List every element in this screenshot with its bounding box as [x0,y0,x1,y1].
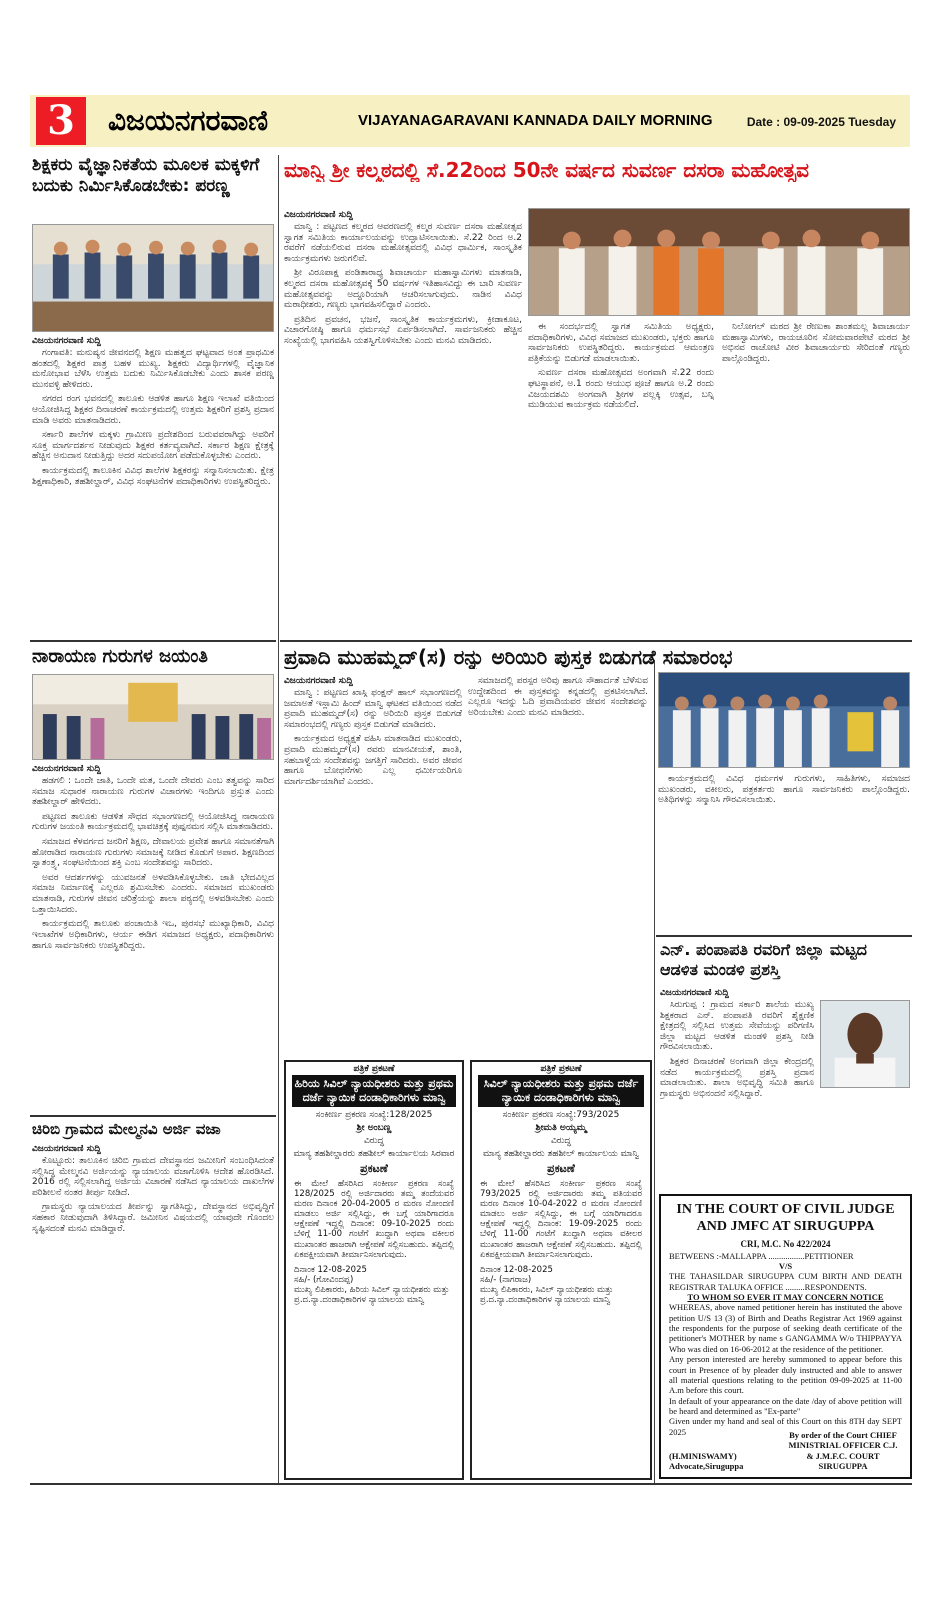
issue-date: Date : 09-09-2025 Tuesday [746,115,896,129]
paragraph: ಶಿಕ್ಷಕರ ದಿನಾಚರಣೆ ಅಂಗವಾಗಿ ಜಿಲ್ಲಾ ಕೇಂದ್ರದಲ್ಲಿ ನಡೆದ ಕಾರ್ಯಕ್ರಮದಲ್ಲಿ ಪ್ರಶಸ್ತಿ ಪ್ರದಾನ ಮಾಡಲಾಯಿತು. ಶಾಲಾ ಅಭಿವೃದ್ಧಿ ಸಮಿತಿ ಹಾಗೂ ಗ್ರಾಮಸ್ಥರು ಅಭಿನಂದನೆ ಸಲ್ಲಿಸಿದ್ದಾರೆ. [660,1057,814,1099]
court-case-number: CRI, M.C. No 422/2024 [740,1238,831,1249]
notice-signature [472,1263,650,1307]
english-court-notice [659,1194,912,1479]
notice-case-number: ಸಂಕೀರ್ಣ ಪ್ರಕರಣ ಸಂಖ್ಯೆ:128/2025 [315,1109,433,1120]
paragraph: ಸಿರುಗುಪ್ಪ : ಗ್ರಾಮದ ಸರ್ಕಾರಿ ಶಾಲೆಯ ಮುಖ್ಯ ಶಿಕ್ಷಕರಾದ ಎನ್. ಪಂಪಾಪತಿ ರವರಿಗೆ ಶೈಕ್ಷಣಿಕ ಕ್ಷೇತ್ರದಲ್ಲಿ ಸಲ್ಲಿಸಿದ ಉತ್ತಮ ಸೇವೆಯನ್ನು ಪರಿಗಣಿಸಿ ಜಿಲ್ಲಾ ಮಟ್ಟದ ಆಡಳಿತ ಮಂಡಳಿ ಪ್ರಶಸ್ತಿ ನೀಡಿ ಗೌರವಿಸಲಾಯಿತು. [660,1000,814,1053]
notice-seal: ಸಹಿ/- (ನಾಗರಾಜ) [480,1275,532,1285]
notice-signatory: ಮುಖ್ಯ ಲಿಪಿಕಾರರು, ಸಿವಿಲ್ ನ್ಯಾಯಧೀಶರು ಮತ್ತು ಪ್ರ.ದ.ನ್ಯಾ.ದಂಡಾಧಿಕಾರಿಗಳ ನ್ಯಾಯಾಲಯ ಮಾನ್ವಿ [480,1285,614,1305]
paragraph: ಸಮಾಜದ ಕೆಳವರ್ಗದ ಜನರಿಗೆ ಶಿಕ್ಷಣ, ದೇವಾಲಯ ಪ್ರವೇಶ ಹಾಗೂ ಸಮಾನತೆಗಾಗಿ ಹೋರಾಡಿದ ನಾರಾಯಣ ಗುರುಗಳು ಸಮಾಜಕ್ಕೆ ನೀಡಿದ ಕೊಡುಗೆ ಅಪಾರ. ಶಿಕ್ಷಣದಿಂದ ಸ್ವಾತಂತ್ರ್ಯ, ಸಂಘಟನೆಯಿಂದ ಶಕ್ತಿ ಎಂಬ ಸಂದೇಶವನ್ನು ಸಾರಿದರು. [32,837,274,869]
paragraph: ಕಾರ್ಯಕ್ರಮದಲ್ಲಿ ತಾಲೂಕು ಪಂಚಾಯಿತಿ ಇಒ, ಪುರಸಭೆ ಮುಖ್ಯಾಧಿಕಾರಿ, ವಿವಿಧ ಇಲಾಖೆಗಳ ಅಧಿಕಾರಿಗಳು, ಆರ್ಯ ಈಡಿಗ ಸಮಾಜದ ಅಧ್ಯಕ್ಷರು, ಪದಾಧಿಕಾರಿಗಳು ಹಾಗೂ ಸಾರ್ವಜನಿಕರು ಉಪಸ್ಥಿತರಿದ್ದರು. [32,919,274,951]
court-para: Given under my hand and seal of this Court on this 8TH day SEPT 2025 [669,1416,902,1437]
notice-petitioner: ಶ್ರೀಮತಿ ಅಯ್ಯಮ್ಮ [535,1122,587,1133]
paragraph: ಗಂಗಾವತಿ: ಮನುಷ್ಯನ ಜೀವನದಲ್ಲಿ ಶಿಕ್ಷಣ ಮಹತ್ವದ ಘಟ್ಟವಾದ ಅಂತ ಪ್ರಾಥಮಿಕ ಹಂತದಲ್ಲಿ ಶಿಕ್ಷಕರ ಪಾತ್ರ ಬಹಳ ಮುಖ್ಯ. ಶಿಕ್ಷಕರು ವಿದ್ಯಾರ್ಥಿಗಳಲ್ಲಿ ವೈಜ್ಞಾನಿಕ ಮನೋಭಾವ ಬೆಳೆಸಿ ಉತ್ತಮ ಬದುಕು ನಿರ್ಮಿಸಿಕೊಡಬೇಕು ಎಂದು ಶಾಸಕ ಪರಣ್ಣ ಮುನವಳ್ಳಿ ಹೇಳಿದರು. [32,348,274,390]
notice-case-number: ಸಂಕೀರ್ಣ ಪ್ರಕರಣ ಸಂಖ್ಯೆ:793/2025 [502,1109,620,1120]
english-masthead-title [358,112,713,129]
notice-versus: ವಿರುದ್ಧ [551,1135,571,1146]
court-notice-heading: TO WHOM SO EVER IT MAY CONCERN NOTICE [687,1292,884,1303]
advocate-signature: (H.MINISWAMY) Advocate,Siruguppa [669,1450,744,1471]
narayana-headline: ನಾರಾಯಣ ಗುರುಗಳ ಜಯಂತಿ [32,646,208,667]
paragraph: ಸರ್ಕಾರಿ ಶಾಲೆಗಳ ಮಕ್ಕಳು ಗ್ರಾಮೀಣ ಪ್ರದೇಶದಿಂದ ಬರುವವರಾಗಿದ್ದು ಅವರಿಗೆ ಸೂಕ್ತ ಮಾರ್ಗದರ್ಶನ ನೀಡುವುದು ಶಿಕ್ಷಕರ ಕರ್ತವ್ಯವಾಗಿದೆ. ಸರ್ಕಾರ ಶಿಕ್ಷಣ ಕ್ಷೇತ್ರಕ್ಕೆ ಹೆಚ್ಚಿನ ಅನುದಾನ ನೀಡುತ್ತಿದ್ದು ಅದರ ಸದುಪಯೋಗ ಪಡೆದುಕೊಳ್ಳಬೇಕು ಎಂದರು. [32,430,274,462]
paragraph: ಅವರ ಆದರ್ಶಗಳನ್ನು ಯುವಜನತೆ ಅಳವಡಿಸಿಕೊಳ್ಳಬೇಕು. ಜಾತಿ ಭೇದವಿಲ್ಲದ ಸಮಾಜ ನಿರ್ಮಾಣಕ್ಕೆ ಎಲ್ಲರೂ ಶ್ರಮಿಸಬೇಕು ಎಂದರು. ಸಮಾಜದ ಮುಖಂಡರು ಮಾತನಾಡಿ, ಗುರುಗಳ ಜೀವನ ಚರಿತ್ರೆಯನ್ನು ಶಾಲಾ ಪಠ್ಯದಲ್ಲಿ ಅಳವಡಿಸಬೇಕು ಎಂದು ಒತ್ತಾಯಿಸಿದರು. [32,872,274,915]
pravadi-body-right [658,774,910,930]
paragraph: ಕೊಟ್ಟೂರು: ತಾಲೂಕಿನ ಚಿರಿಬಿ ಗ್ರಾಮದ ದೇವಸ್ಥಾನದ ಜಮೀನಿಗೆ ಸಂಬಂಧಿಸಿದಂತೆ ಸಲ್ಲಿಸಿದ್ದ ಮೇಲ್ಮನವಿ ಅರ್ಜಿಯನ್ನು ನ್ಯಾಯಾಲಯ ವಜಾಗೊಳಿಸಿ ಆದೇಶ ಹೊರಡಿಸಿದೆ. 2016 ರಲ್ಲಿ ಸಲ್ಲಿಸಲಾಗಿದ್ದ ಅರ್ಜಿಯ ವಿಚಾರಣೆ ನಡೆಸಿದ ನ್ಯಾಯಾಲಯ ದಾಖಲೆಗಳ ಪರಿಶೀಲನೆ ನಂತರ ತೀರ್ಪು ನೀಡಿದೆ. [32,1156,274,1198]
pravadi-body-middle [468,676,648,1056]
column-divider [278,155,279,1485]
paragraph: ಶ್ರೀ ವಿರೂಪಾಕ್ಷ ಪಂಡಿತಾರಾಧ್ಯ ಶಿವಾಚಾರ್ಯ ಮಹಾಸ್ವಾಮಿಗಳು ಮಾತನಾಡಿ, ಕಲ್ಮಠದ ದಸರಾ ಮಹೋತ್ಸವಕ್ಕೆ 50 ವರ್ಷಗಳ ಇತಿಹಾಸವಿದ್ದು ಈ ಬಾರಿ ಸುವರ್ಣ ಮಹೋತ್ಸವವನ್ನು ಅದ್ದೂರಿಯಾಗಿ ಆಚರಿಸಲಾಗುವುದು. ನಾಡಿನ ವಿವಿಧ ಮಠಾಧೀಶರು, ಗಣ್ಯರು ಭಾಗವಹಿಸಲಿದ್ದಾರೆ ಎಂದರು. [284,268,522,311]
paragraph: ಗ್ರಾಮಸ್ಥರು ನ್ಯಾಯಾಲಯದ ತೀರ್ಪನ್ನು ಸ್ವಾಗತಿಸಿದ್ದು, ದೇವಸ್ಥಾನದ ಅಭಿವೃದ್ಧಿಗೆ ಸಹಕಾರ ನೀಡುವುದಾಗಿ ತಿಳಿಸಿದ್ದಾರೆ. ಜಮೀನಿನ ವಿಷಯದಲ್ಲಿ ಯಾವುದೇ ಗೊಂದಲ ಸೃಷ್ಟಿಸದಂತೆ ಮನವಿ ಮಾಡಿದ್ದಾರೆ. [32,1202,274,1234]
paragraph: ಹಡಗಲಿ : ಒಂದೇ ಜಾತಿ, ಒಂದೇ ಮತ, ಒಂದೇ ದೇವರು ಎಂಬ ತತ್ವವನ್ನು ಸಾರಿದ ಸಮಾಜ ಸುಧಾರಕ ನಾರಾಯಣ ಗುರುಗಳ ವಿಚಾರಗಳು ಇಂದಿಗೂ ಪ್ರಸ್ತುತ ಎಂದು ತಹಶೀಲ್ದಾರ್ ಹೇಳಿದರು. [32,776,274,808]
court-versus: V/S [778,1260,793,1271]
pravadi-body-left [284,688,462,1056]
paragraph: ಪ್ರತಿದಿನ ಪ್ರವಚನ, ಭಜನೆ, ಸಾಂಸ್ಕೃತಿಕ ಕಾರ್ಯಕ್ರಮಗಳು, ಕ್ರೀಡಾಕೂಟ, ವಿಚಾರಗೋಷ್ಠಿ ಹಾಗೂ ಧರ್ಮಸಭೆ ಏರ್ಪಡಿಸಲಾಗಿದೆ. ಸಾರ್ವಜನಿಕರು ಹೆಚ್ಚಿನ ಸಂಖ್ಯೆಯಲ್ಲಿ ಭಾಗವಹಿಸಿ ಯಶಸ್ವಿಗೊಳಿಸಬೇಕು ಎಂದು ಮನವಿ ಮಾಡಿದರು. [284,314,522,347]
notice-header: ಪತ್ರಿಕೆ ಪ್ರಕಟಣೆ [540,1064,582,1074]
chiribi-body [32,1156,274,1480]
notice-body: ಈ ಮೇಲೆ ಹೆಸರಿಸಿದ ಸಂಕೀರ್ಣ ಪ್ರಕರಣ ಸಂಖ್ಯೆ 128/2025 ರಲ್ಲಿ ಅರ್ಜಿದಾರರು ತಮ್ಮ ತಂದೆಯವರ ಮರಣ ದಿನಾಂಕ 20-04-2005 ರ ಮರಣ ನೋಂದಣಿ ಮಾಡಲು ಅರ್ಜಿ ಸಲ್ಲಿಸಿದ್ದು, ಈ ಬಗ್ಗೆ ಯಾರಿಗಾದರೂ ಆಕ್ಷೇಪಣೆ ಇದ್ದಲ್ಲಿ ದಿನಾಂಕ: 09-10-2025 ರಂದು ಬೆಳಿಗ್ಗೆ 11-00 ಗಂಟೆಗೆ ಖುದ್ದಾಗಿ ಅಥವಾ ವಕೀಲರ ಮುಖಾಂತರ ಹಾಜರಾಗಿ ಆಕ್ಷೇಪಣೆ ಸಲ್ಲಿಸಬಹುದು. ತಪ್ಪಿದಲ್ಲಿ ಏಕಪಕ್ಷೀಯವಾಗಿ ತೀರ್ಮಾನಿಸಲಾಗುವುದು. [294,1178,454,1260]
paragraph: ಮಾನ್ವಿ : ಪಟ್ಟಣದ ಕಲ್ಮಠದ ಆವರಣದಲ್ಲಿ ಕಲ್ಮಠ ಸುವರ್ಣ ದಸರಾ ಮಹೋತ್ಸವ ಸ್ವಾಗತ ಸಮಿತಿಯ ಕಾರ್ಯಾಲಯವನ್ನು ಉದ್ಘಾಟಿಸಲಾಯಿತು. ಸೆ.22 ರಿಂದ ಅ.2 ರವರೆಗೆ ನಡೆಯಲಿರುವ ದಸರಾ ಮಹೋತ್ಸವದಲ್ಲಿ ವಿವಿಧ ಧಾರ್ಮಿಕ, ಸಾಂಸ್ಕೃತಿಕ ಕಾರ್ಯಕ್ರಮಗಳು ಜರುಗಲಿವೆ. [284,222,522,264]
notice-court-name: ಹಿರಿಯ ಸಿವಿಲ್ ನ್ಯಾಯಧೀಶರು ಮತ್ತು ಪ್ರಥಮ ದರ್ಜೆ ನ್ಯಾಯಿಕ ದಂಡಾಧಿಕಾರಿಗಳು ಮಾನ್ವಿ [292,1075,456,1107]
pampapathi-headline: ಎನ್. ಪಂಪಾಪತಿ ರವರಿಗೆ ಜಿಲ್ಲಾ ಮಟ್ಟದ ಆಡಳಿತ ಮಂಡಳಿ ಪ್ರಶಸ್ತಿ [660,940,867,979]
bottom-rule [30,1483,912,1485]
paragraph: ಸಮಾಜದಲ್ಲಿ ಪರಸ್ಪರ ಅರಿವು ಹಾಗೂ ಸೌಹಾರ್ದತೆ ಬೆಳೆಸುವ ಉದ್ದೇಶದಿಂದ ಈ ಪುಸ್ತಕವನ್ನು ಕನ್ನಡದಲ್ಲಿ ಪ್ರಕಟಿಸಲಾಗಿದೆ. ಎಲ್ಲರೂ ಇದನ್ನು ಓದಿ ಪ್ರವಾದಿಯವರ ಜೀವನ ಸಂದೇಶವನ್ನು ಅರಿಯಬೇಕು ಎಂದು ಮನವಿ ಮಾಡಿದರು. [468,676,648,718]
english-paper-name: VIJAYANAGARAVANI [358,112,509,129]
court-notice-title: IN THE COURT OF CIVIL JUDGE AND JMFC AT SIRUGUPPA [676,1202,895,1234]
paragraph: ಕಾರ್ಯಕ್ರಮದಲ್ಲಿ ತಾಲೂಕಿನ ವಿವಿಧ ಶಾಲೆಗಳ ಶಿಕ್ಷಕರನ್ನು ಸನ್ಮಾನಿಸಲಾಯಿತು. ಕ್ಷೇತ್ರ ಶಿಕ್ಷಣಾಧಿಕಾರಿ, ತಹಶೀಲ್ದಾರ್, ವಿವಿಧ ಸಂಘಟನೆಗಳ ಪದಾಧಿಕಾರಿಗಳು ಉಪಸ್ಥಿತರಿದ್ದರು. [32,466,274,487]
notice-date: ದಿನಾಂಕ 12-08-2025 [294,1265,367,1275]
section-divider [656,935,912,937]
teachers-body [32,348,274,636]
notice-versus: ವಿರುದ್ಧ [364,1135,384,1146]
kannada-masthead-title: ವಿಜಯನಗರವಾಣಿ [108,104,269,137]
notice-respondent: ಮಾನ್ಯ ತಹಶೀಲ್ದಾರರು ತಹಶೀಲ್ ಕಾರ್ಯಾಲಯ ಸಿರವಾರ [293,1148,455,1159]
dasara-body-middle [528,322,714,636]
court-notice-2 [470,1060,652,1480]
paragraph: ನಿಲೋಗಲ್ ಮಠದ ಶ್ರೀ ರೇಣುಕಾ ಶಾಂತಮಲ್ಲ ಶಿವಾಚಾರ್ಯ ಮಹಾಸ್ವಾಮಿಗಳು, ರಾಯಚೂರಿನ ಸೋಮವಾರಪೇಟೆ ಮಠದ ಶ್ರೀ ಅಭಿನವ ರಾಚೋಟಿ ವೀರ ಶಿವಾಚಾರ್ಯರು ಸೇರಿದಂತೆ ಗಣ್ಯರು ಪಾಲ್ಗೊಂಡಿದ್ದರು. [722,322,910,364]
pravadi-photo [658,672,910,768]
chiribi-byline: ವಿಜಯನಗರವಾಣಿ ಸುದ್ದಿ [32,1144,101,1154]
paragraph: ಈ ಸಂದರ್ಭದಲ್ಲಿ ಸ್ವಾಗತ ಸಮಿತಿಯ ಅಧ್ಯಕ್ಷರು, ಪದಾಧಿಕಾರಿಗಳು, ವಿವಿಧ ಸಮಾಜದ ಮುಖಂಡರು, ಭಕ್ತರು ಹಾಗೂ ಸಾರ್ವಜನಿಕರು ಉಪಸ್ಥಿತರಿದ್ದರು. ಕಾರ್ಯಕ್ರಮದ ಆಮಂತ್ರಣ ಪತ್ರಿಕೆಯನ್ನು ಬಿಡುಗಡೆ ಮಾಡಲಾಯಿತು. [528,322,714,364]
court-para: WHEREAS, above named petitioner herein has instituted the above petition U/S 13 (3) of Birth and Deaths Registrar Act 1969 against the respondents for the purpose of seeking death certificate of the petitioner's MOTHER by name s GANGAMMA W/o THIPPAYYA Who was died on 16-06-2012 at the residence of the petitioner. [669,1302,902,1354]
dasara-body-left [284,222,522,636]
pravadi-headline: ಪ್ರವಾದಿ ಮುಹಮ್ಮದ್(ಸ) ರನ್ನು ಅರಿಯಿರಿ ಪುಸ್ತಕ ಬಿಡುಗಡೆ ಸಮಾರಂಭ [284,645,733,669]
teachers-byline: ವಿಜಯನಗರವಾಣಿ ಸುದ್ದಿ [32,336,101,346]
narayana-body [32,776,274,1111]
pampapathi-photo [820,1000,910,1088]
paragraph: ಕಾರ್ಯಕ್ರಮದ ಅಧ್ಯಕ್ಷತೆ ವಹಿಸಿ ಮಾತನಾಡಿದ ಮುಖಂಡರು, ಪ್ರವಾದಿ ಮುಹಮ್ಮದ್(ಸ) ರವರು ಮಾನವೀಯತೆ, ಶಾಂತಿ, ಸಹಬಾಳ್ವೆಯ ಸಂದೇಶವನ್ನು ಜಗತ್ತಿಗೆ ಸಾರಿದರು. ಅವರ ಜೀವನ ಹಾಗೂ ಬೋಧನೆಗಳು ಎಲ್ಲ ಧರ್ಮೀಯರಿಗೂ ಮಾರ್ಗದರ್ಶಿಯಾಗಿವೆ ಎಂದರು. [284,734,462,787]
court-respondent: THE TAHASILDAR SIRUGUPPA CUM BIRTH AND DEATH REGISTRAR TALUKA OFFICE .........RESPONDENTS. [669,1271,902,1292]
pravadi-byline: ವಿಜಯನಗರವಾಣಿ ಸುದ್ದಿ [284,676,353,686]
dasara-photo [528,208,910,316]
court-officer-signature: By order of the Court CHIEF MINISTRIAL OFFICER C.J. & J.M.F.C. COURT SIRUGUPPA [788,1430,898,1471]
narayana-byline: ವಿಜಯನಗರವಾಣಿ ಸುದ್ದಿ [32,764,101,774]
pampapathi-byline: ವಿಜಯನಗರವಾಣಿ ಸುದ್ದಿ [660,988,729,998]
paragraph: ಕಾರ್ಯಕ್ರಮದಲ್ಲಿ ವಿವಿಧ ಧರ್ಮಗಳ ಗುರುಗಳು, ಸಾಹಿತಿಗಳು, ಸಮಾಜದ ಮುಖಂಡರು, ವಕೀಲರು, ಪತ್ರಕರ್ತರು ಹಾಗೂ ಸಾರ್ವಜನಿಕರು ಪಾಲ್ಗೊಂಡಿದ್ದರು. ಅತಿಥಿಗಳನ್ನು ಸನ್ಮಾನಿಸಿ ಗೌರವಿಸಲಾಯಿತು. [658,774,910,806]
teachers-photo [32,224,274,332]
teachers-headline: ಶಿಕ್ಷಕರು ವೈಜ್ಞಾನಿಕತೆಯ ಮೂಲಕ ಮಕ್ಕಳಿಗೆ ಬದುಕು ನಿರ್ಮಿಸಿಕೊಡಬೇಕು: ಪರಣ್ಣ [32,155,260,196]
dasara-byline: ವಿಜಯನಗರವಾಣಿ ಸುದ್ದಿ [284,210,353,220]
paragraph: ಪಟ್ಟಣದ ತಾಲೂಕು ಆಡಳಿತ ಸೌಧದ ಸಭಾಂಗಣದಲ್ಲಿ ಆಯೋಜಿಸಿದ್ದ ನಾರಾಯಣ ಗುರುಗಳ ಜಯಂತಿ ಕಾರ್ಯಕ್ರಮದಲ್ಲಿ ಭಾವಚಿತ್ರಕ್ಕೆ ಪುಷ್ಪನಮನ ಸಲ್ಲಿಸಿ ಮಾತನಾಡಿದರು. [32,811,274,833]
paragraph: ಮಾನ್ವಿ : ಪಟ್ಟಣದ ಖಾಸ್ಗಿ ಫಂಕ್ಷನ್ ಹಾಲ್ ಸಭಾಂಗಣದಲ್ಲಿ ಜಮಾಅತೆ ಇಸ್ಲಾಮಿ ಹಿಂದ್ ಮಾನ್ವಿ ಘಟಕದ ವತಿಯಿಂದ ನಡೆದ ಪ್ರವಾದಿ ಮುಹಮ್ಮದ್(ಸ) ರನ್ನು ಅರಿಯಿರಿ ಪುಸ್ತಕ ಬಿಡುಗಡೆ ಸಮಾರಂಭದಲ್ಲಿ ಗಣ್ಯರು ಪುಸ್ತಕ ಬಿಡುಗಡೆ ಮಾಡಿದರು. [284,688,462,730]
notice-seal: ಸಹಿ/- (ಗೋವಿಂದಪ್ಪ) [294,1275,354,1285]
english-tagline: KANNADA DAILY MORNING [513,112,713,129]
paragraph: ಸುವರ್ಣ ದಸರಾ ಮಹೋತ್ಸವದ ಅಂಗವಾಗಿ ಸೆ.22 ರಂದು ಘಟಸ್ಥಾಪನೆ, ಅ.1 ರಂದು ಆಯುಧ ಪೂಜೆ ಹಾಗೂ ಅ.2 ರಂದು ವಿಜಯದಶಮಿ ಅಂಗವಾಗಿ ಶ್ರೀಗಳ ಪಲ್ಲಕ್ಕಿ ಉತ್ಸವ, ಬನ್ನಿ ಮುಡಿಯುವ ಕಾರ್ಯಕ್ರಮ ನಡೆಯಲಿದೆ. [528,368,714,411]
narayana-photo [32,674,274,760]
notice-signatory: ಮುಖ್ಯ ಲಿಪಿಕಾರರು, ಹಿರಿಯ ಸಿವಿಲ್ ನ್ಯಾಯಧೀಶರು ಮತ್ತು ಪ್ರ.ದ.ನ್ಯಾ.ದಂಡಾಧಿಕಾರಿಗಳ ನ್ಯಾಯಾಲಯ ಮಾನ್ವಿ [294,1285,450,1305]
section-divider [30,1115,276,1117]
dasara-headline: ಮಾನ್ವಿ ಶ್ರೀ ಕಲ್ಮಠದಲ್ಲಿ ಸೆ.22ರಿಂದ 50ನೇ ವರ್ಷದ ಸುವರ್ಣ ದಸರಾ ಮಹೋತ್ಸವ [284,158,809,182]
page-number: 3 [36,97,86,145]
paragraph: ನಗರದ ರಂಗ ಭವನದಲ್ಲಿ ತಾಲೂಕು ಆಡಳಿತ ಹಾಗೂ ಶಿಕ್ಷಣ ಇಲಾಖೆ ವತಿಯಿಂದ ಆಯೋಜಿಸಿದ್ದ ಶಿಕ್ಷಕರ ದಿನಾಚರಣೆ ಕಾರ್ಯಕ್ರಮದಲ್ಲಿ ಉತ್ತಮ ಶಿಕ್ಷಕರಿಗೆ ಪ್ರಶಸ್ತಿ ಪ್ರದಾನ ಮಾಡಿ ಅವರು ಮಾತನಾಡಿದರು. [32,394,274,426]
court-para: Any person interested are hereby summoned to appear before this court in Presence of by pleader duly instructed and able to answer all material questions relating to the petition 09-09-2025 at 11-00 A.m before this court. [669,1354,902,1396]
notice-title: ಪ್ರಕಟಣೆ [547,1161,575,1175]
masthead [30,95,910,147]
court-petitioner: BETWEENS :-MALLAPPA .................PETITIONER [669,1250,854,1261]
court-para: In default of your appearance on the date /day of above petition will be heard and determined as "Ex-parte" [669,1395,902,1416]
notice-header: ಪತ್ರಿಕೆ ಪ್ರಕಟಣೆ [353,1064,395,1074]
notice-respondent: ಮಾನ್ಯ ತಹಶೀಲ್ದಾರರು ತಹಶೀಲ್ ಕಾರ್ಯಾಲಯ ಮಾನ್ವಿ [483,1148,639,1159]
chiribi-headline: ಚಿರಿಬಿ ಗ್ರಾಮದ ಮೇಲ್ಮನವಿ ಅರ್ಜಿ ವಜಾ [32,1120,221,1138]
notice-petitioner: ಶ್ರೀ ಅಂಬಣ್ಣ [356,1122,392,1133]
court-notice-1 [284,1060,464,1480]
notice-title: ಪ್ರಕಟಣೆ [360,1161,388,1175]
section-divider [280,640,912,642]
notice-signature [286,1263,462,1307]
notice-date: ದಿನಾಂಕ 12-08-2025 [480,1265,553,1275]
section-divider [30,640,276,642]
column-divider [654,660,655,1485]
dasara-body-right [722,322,910,636]
notice-court-name: ಸಿವಿಲ್ ನ್ಯಾಯಧೀಶರು ಮತ್ತು ಪ್ರಥಮ ದರ್ಜೆ ನ್ಯಾಯಿಕ ದಂಡಾಧಿಕಾರಿಗಳು ಮಾನ್ವಿ [478,1075,644,1107]
pampapathi-body [660,1000,814,1186]
notice-body: ಈ ಮೇಲೆ ಹೆಸರಿಸಿದ ಸಂಕೀರ್ಣ ಪ್ರಕರಣ ಸಂಖ್ಯೆ 793/2025 ರಲ್ಲಿ ಅರ್ಜಿದಾರರು ತಮ್ಮ ಪತಿಯವರ ಮರಣ ದಿನಾಂಕ 10-04-2022 ರ ಮರಣ ನೋಂದಣಿ ಮಾಡಲು ಅರ್ಜಿ ಸಲ್ಲಿಸಿದ್ದು, ಈ ಬಗ್ಗೆ ಯಾರಿಗಾದರೂ ಆಕ್ಷೇಪಣೆ ಇದ್ದಲ್ಲಿ ದಿನಾಂಕ: 19-09-2025 ರಂದು ಬೆಳಿಗ್ಗೆ 11-00 ಗಂಟೆಗೆ ಖುದ್ದಾಗಿ ಅಥವಾ ವಕೀಲರ ಮುಖಾಂತರ ಹಾಜರಾಗಿ ಆಕ್ಷೇಪಣೆ ಸಲ್ಲಿಸಬಹುದು. ತಪ್ಪಿದಲ್ಲಿ ಏಕಪಕ್ಷೀಯವಾಗಿ ತೀರ್ಮಾನಿಸಲಾಗುವುದು. [480,1178,642,1260]
